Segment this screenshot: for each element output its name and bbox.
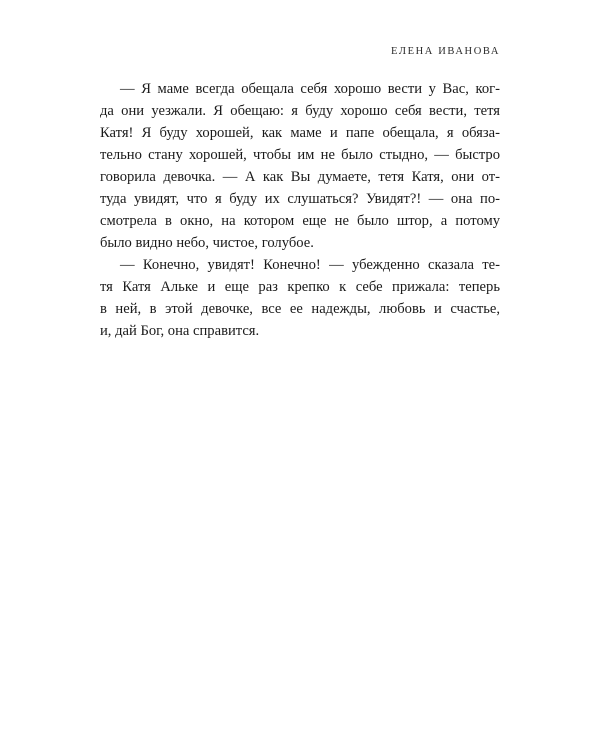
paragraph-1 [100, 78, 500, 254]
text-line: — Я маме всегда обещала себя хорошо вести у Вас, ког- [120, 81, 500, 97]
text-line: смотрела в окно, на котором еще не было штор, а потому [100, 213, 500, 229]
text-line: — Конечно, увидят! Конечно! — убежденно сказала те- [120, 257, 500, 273]
text-line: говорила девочка. — А как Вы думаете, тетя Катя, они от- [100, 169, 500, 185]
text-line: в ней, в этой девочке, все ее надежды, любовь и счастье, [100, 301, 500, 317]
text-line: тельно стану хорошей, чтобы им не было стыдно, — быстро [100, 147, 500, 163]
text-line: тя Катя Альке и еще раз крепко к себе прижала: теперь [100, 279, 500, 295]
running-header: ЕЛЕНА ИВАНОВА [391, 46, 500, 57]
text-line: да они уезжали. Я обещаю: я буду хорошо себя вести, тетя [100, 103, 500, 119]
text-line: туда увидят, что я буду их слушаться? Увидят?! — она по- [100, 191, 500, 207]
text-line: было видно небо, чистое, голубое. [100, 235, 314, 251]
text-line: и, дай Бог, она справится. [100, 323, 260, 339]
paragraph-2 [100, 254, 500, 342]
body-text [100, 78, 500, 342]
text-line: Катя! Я буду хорошей, как маме и папе обещала, я обяза- [100, 125, 500, 141]
